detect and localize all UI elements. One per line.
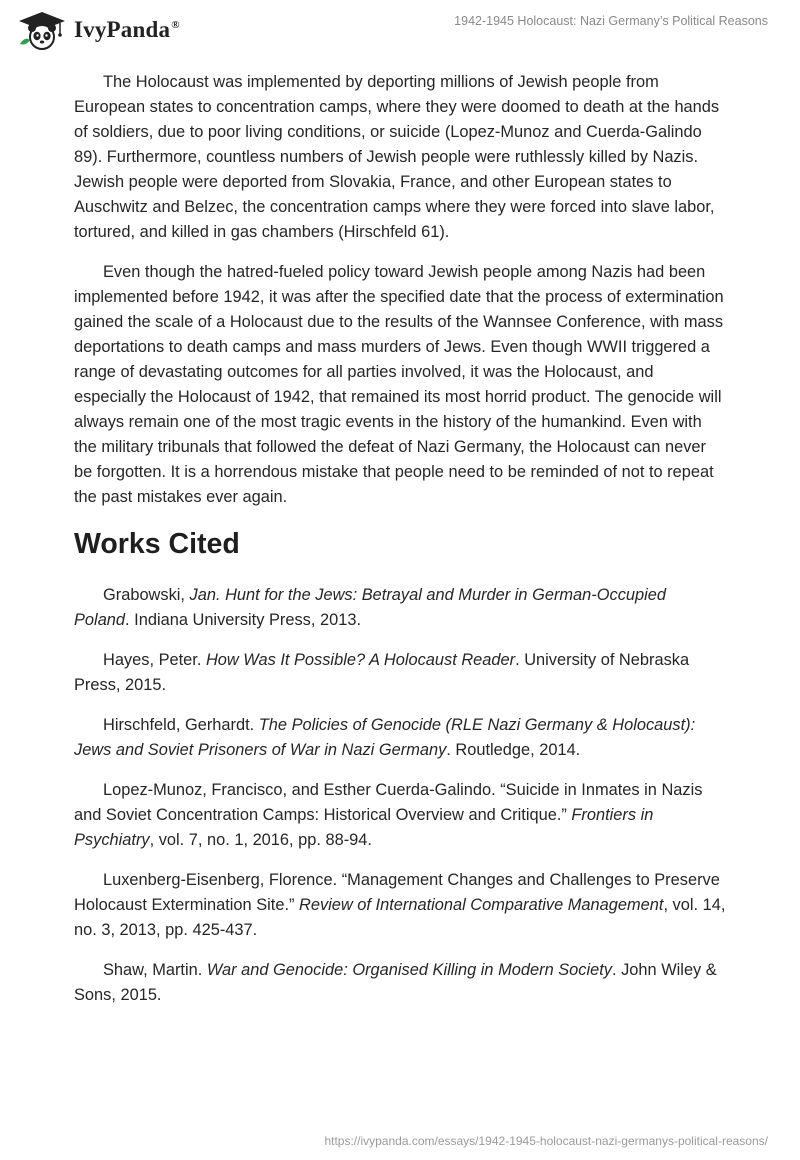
citation-entry: Hayes, Peter. How Was It Possible? A Holocaust Reader. University of Nebraska Press, 2015. (74, 651, 690, 694)
ivypanda-logo[interactable] (16, 10, 180, 50)
citation-entry: Hirschfeld, Gerhardt. The Policies of Genocide (RLE Nazi Germany & Holocaust): Jews and Soviet Prisoners of War in Nazi Germany. Routledge, 2014. (74, 716, 696, 759)
citation-entry: Lopez-Munoz, Francisco, and Esther Cuerda-Galindo. “Suicide in Inmates in Nazis and Soviet Concentration Camps: Historical Overview and Critique.” Frontiers in Psychiatry, vol. 7, no. 1, 2016, pp. 88-94. (74, 781, 703, 849)
page-header (0, 0, 800, 60)
citation-entry: Luxenberg-Eisenberg, Florence. “Management Changes and Challenges to Preserve Holocaust Extermination Site.” Review of International Comparative Management, vol. 14, no. 3, 2013, pp. 425-437. (74, 871, 726, 939)
body-paragraph: Even though the hatred-fueled policy toward Jewish people among Nazis had been implemented before 1942, it was after the specified date that the process of extermination gained the scale of a Holocaust due to the results of the Wannsee Conference, with mass deportations to death camps and mass murders of Jews. Even though WWII triggered a range of devastating outcomes for all parties involved, it was the Holocaust, and especially the Holocaust of 1942, that remained its most horrid product. The genocide will always remain one of the most tragic events in the history of the humankind. Even with the military tribunals that followed the defeat of Nazi Germany, the Holocaust can never be forgotten. It is a horrendous mistake that people need to be reminded of not to repeat the past mistakes ever again. (74, 263, 724, 506)
works-cited-heading: Works Cited (74, 528, 240, 560)
page-title: 1942-1945 Holocaust: Nazi Germany’s Political Reasons (454, 14, 768, 28)
citation-entry: Shaw, Martin. War and Genocide: Organised Killing in Modern Society. John Wiley & Sons, 2015. (74, 961, 717, 1004)
citation-entry: Grabowski, Jan. Hunt for the Jews: Betrayal and Murder in German-Occupied Poland. Indiana University Press, 2013. (74, 586, 666, 629)
brand-name: IvyPanda® (74, 17, 180, 42)
source-url-link[interactable]: https://ivypanda.com/essays/1942-1945-holocaust-nazi-germanys-political-reasons/ (324, 1134, 768, 1148)
panda-graduate-icon (16, 10, 68, 50)
essay-content (74, 70, 726, 1023)
body-paragraph: The Holocaust was implemented by deporting millions of Jewish people from European states to concentration camps, where they were doomed to death at the hands of soldiers, due to poor living conditions, or suicide (Lopez-Munoz and Cuerda-Galindo 89). Furthermore, countless numbers of Jewish people were ruthlessly killed by Nazis. Jewish people were deported from Slovakia, France, and other European states to Auschwitz and Belzec, the concentration camps where they were forced into slave labor, tortured, and killed in gas chambers (Hirschfeld 61). (74, 73, 720, 241)
